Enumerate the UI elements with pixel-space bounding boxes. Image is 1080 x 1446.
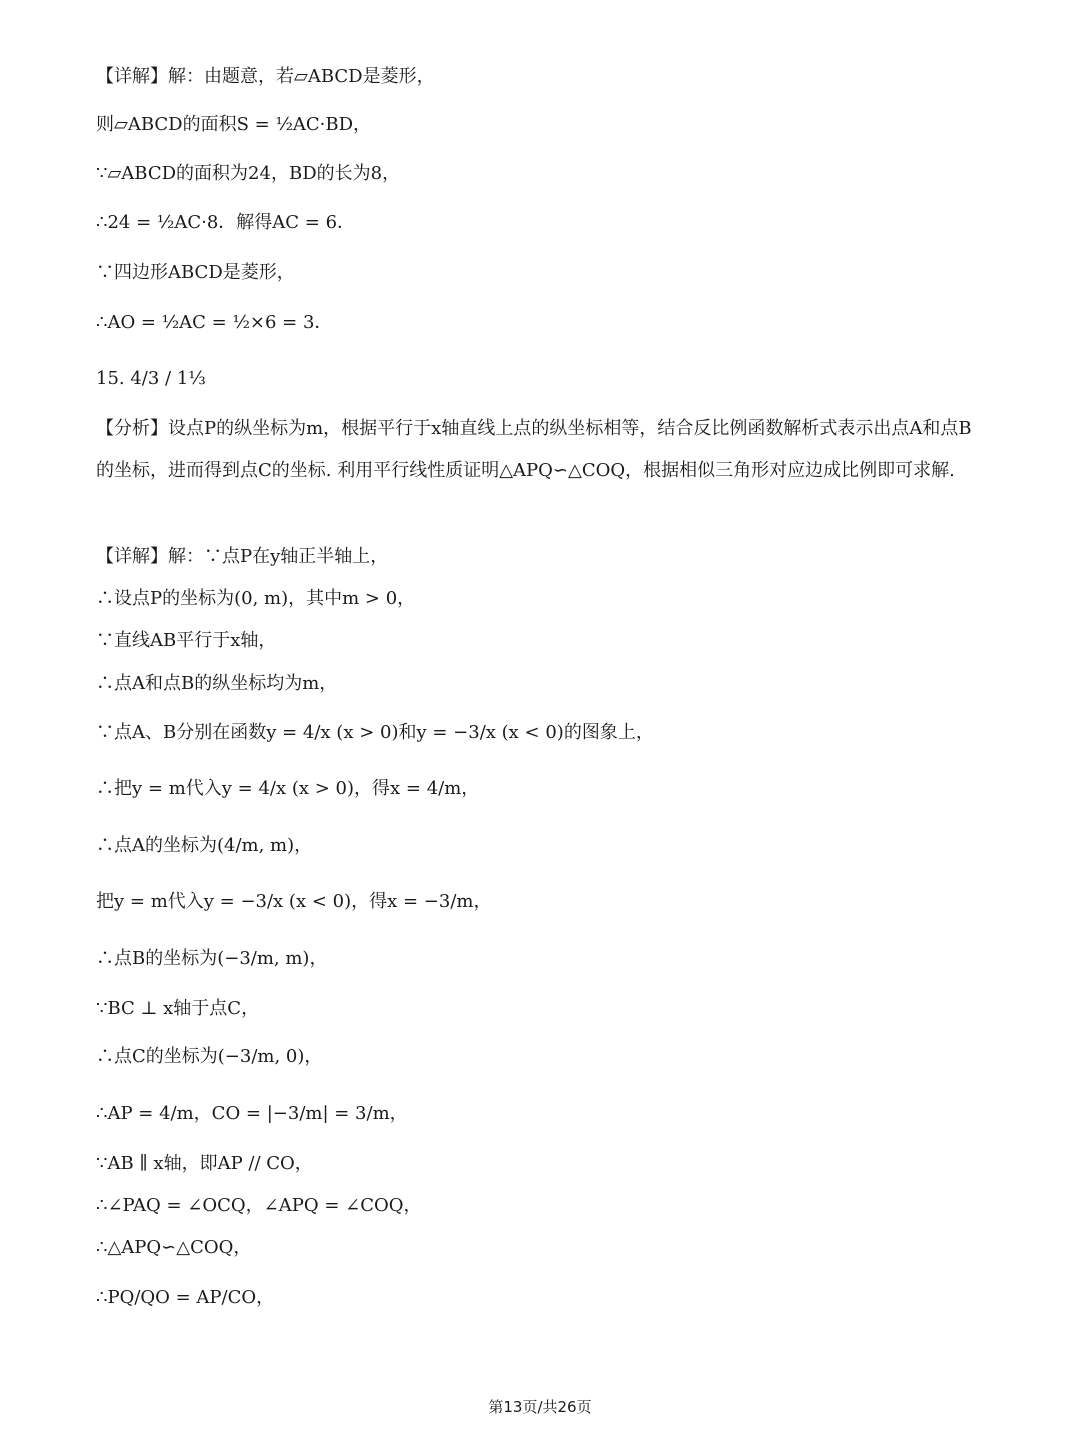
text-line: ∴∠PAQ = ∠OCQ，∠APQ = ∠COQ， bbox=[96, 1195, 422, 1216]
analysis-paragraph: 【分析】设点P的纵坐标为m，根据平行于x轴直线上点的纵坐标相等，结合反比例函数解析式表示出点A和点B的坐标，进而得到点C的坐标. 利用平行线性质证明△APQ∽△COQ，根据相似三角形对应边成比例即可求解. bbox=[96, 418, 972, 481]
text-line: ∴设点P的坐标为(0, m)，其中m > 0， bbox=[96, 588, 416, 609]
page-number-footer: 第13页/共26页 bbox=[488, 1398, 592, 1416]
text-line: ∴点B的坐标为(−3/m, m)， bbox=[96, 948, 328, 969]
text-line: ∴点A和点B的纵坐标均为m， bbox=[96, 673, 338, 694]
text-line: 【详解】解：∵点P在y轴正半轴上， bbox=[96, 546, 389, 567]
text-line: ∵点A、B分别在函数y = 4/x (x > 0)和y = −3/x (x < 0)的图象上， bbox=[96, 722, 654, 743]
text-line: ∵四边形ABCD是菱形， bbox=[96, 262, 295, 283]
text-line: ∴点A的坐标为(4/m, m)， bbox=[96, 835, 313, 856]
text-line: ∴AO = ½AC = ½×6 = 3． bbox=[96, 312, 333, 333]
text-line: ∴PQ/QO = AP/CO， bbox=[96, 1287, 275, 1308]
text-line: ∵AB ∥ x轴，即AP // CO， bbox=[96, 1153, 313, 1174]
text-line: ∴点C的坐标为(−3/m, 0)， bbox=[96, 1046, 323, 1067]
text-line: ∵直线AB平行于x轴， bbox=[96, 630, 277, 651]
text-line: ∴△APQ∽△COQ， bbox=[96, 1237, 252, 1258]
text-line: ∵BC ⊥ x轴于点C， bbox=[96, 998, 260, 1019]
text-line: ∴AP = 4/m，CO = |−3/m| = 3/m， bbox=[96, 1103, 408, 1124]
question-answer: 15. 4/3 / 1⅓ bbox=[96, 368, 206, 389]
text-line: 【详解】解：由题意，若▱ABCD是菱形， bbox=[96, 66, 435, 87]
text-line: 则▱ABCD的面积S = ½AC·BD， bbox=[96, 114, 372, 135]
text-line: ∵▱ABCD的面积为24，BD的长为8， bbox=[96, 163, 401, 184]
text-line: ∴把y = m代入y = 4/x (x > 0)，得x = 4/m， bbox=[96, 778, 480, 799]
text-line: 把y = m代入y = −3/x (x < 0)，得x = −3/m， bbox=[96, 891, 492, 912]
text-line: ∴24 = ½AC·8．解得AC = 6． bbox=[96, 212, 356, 233]
